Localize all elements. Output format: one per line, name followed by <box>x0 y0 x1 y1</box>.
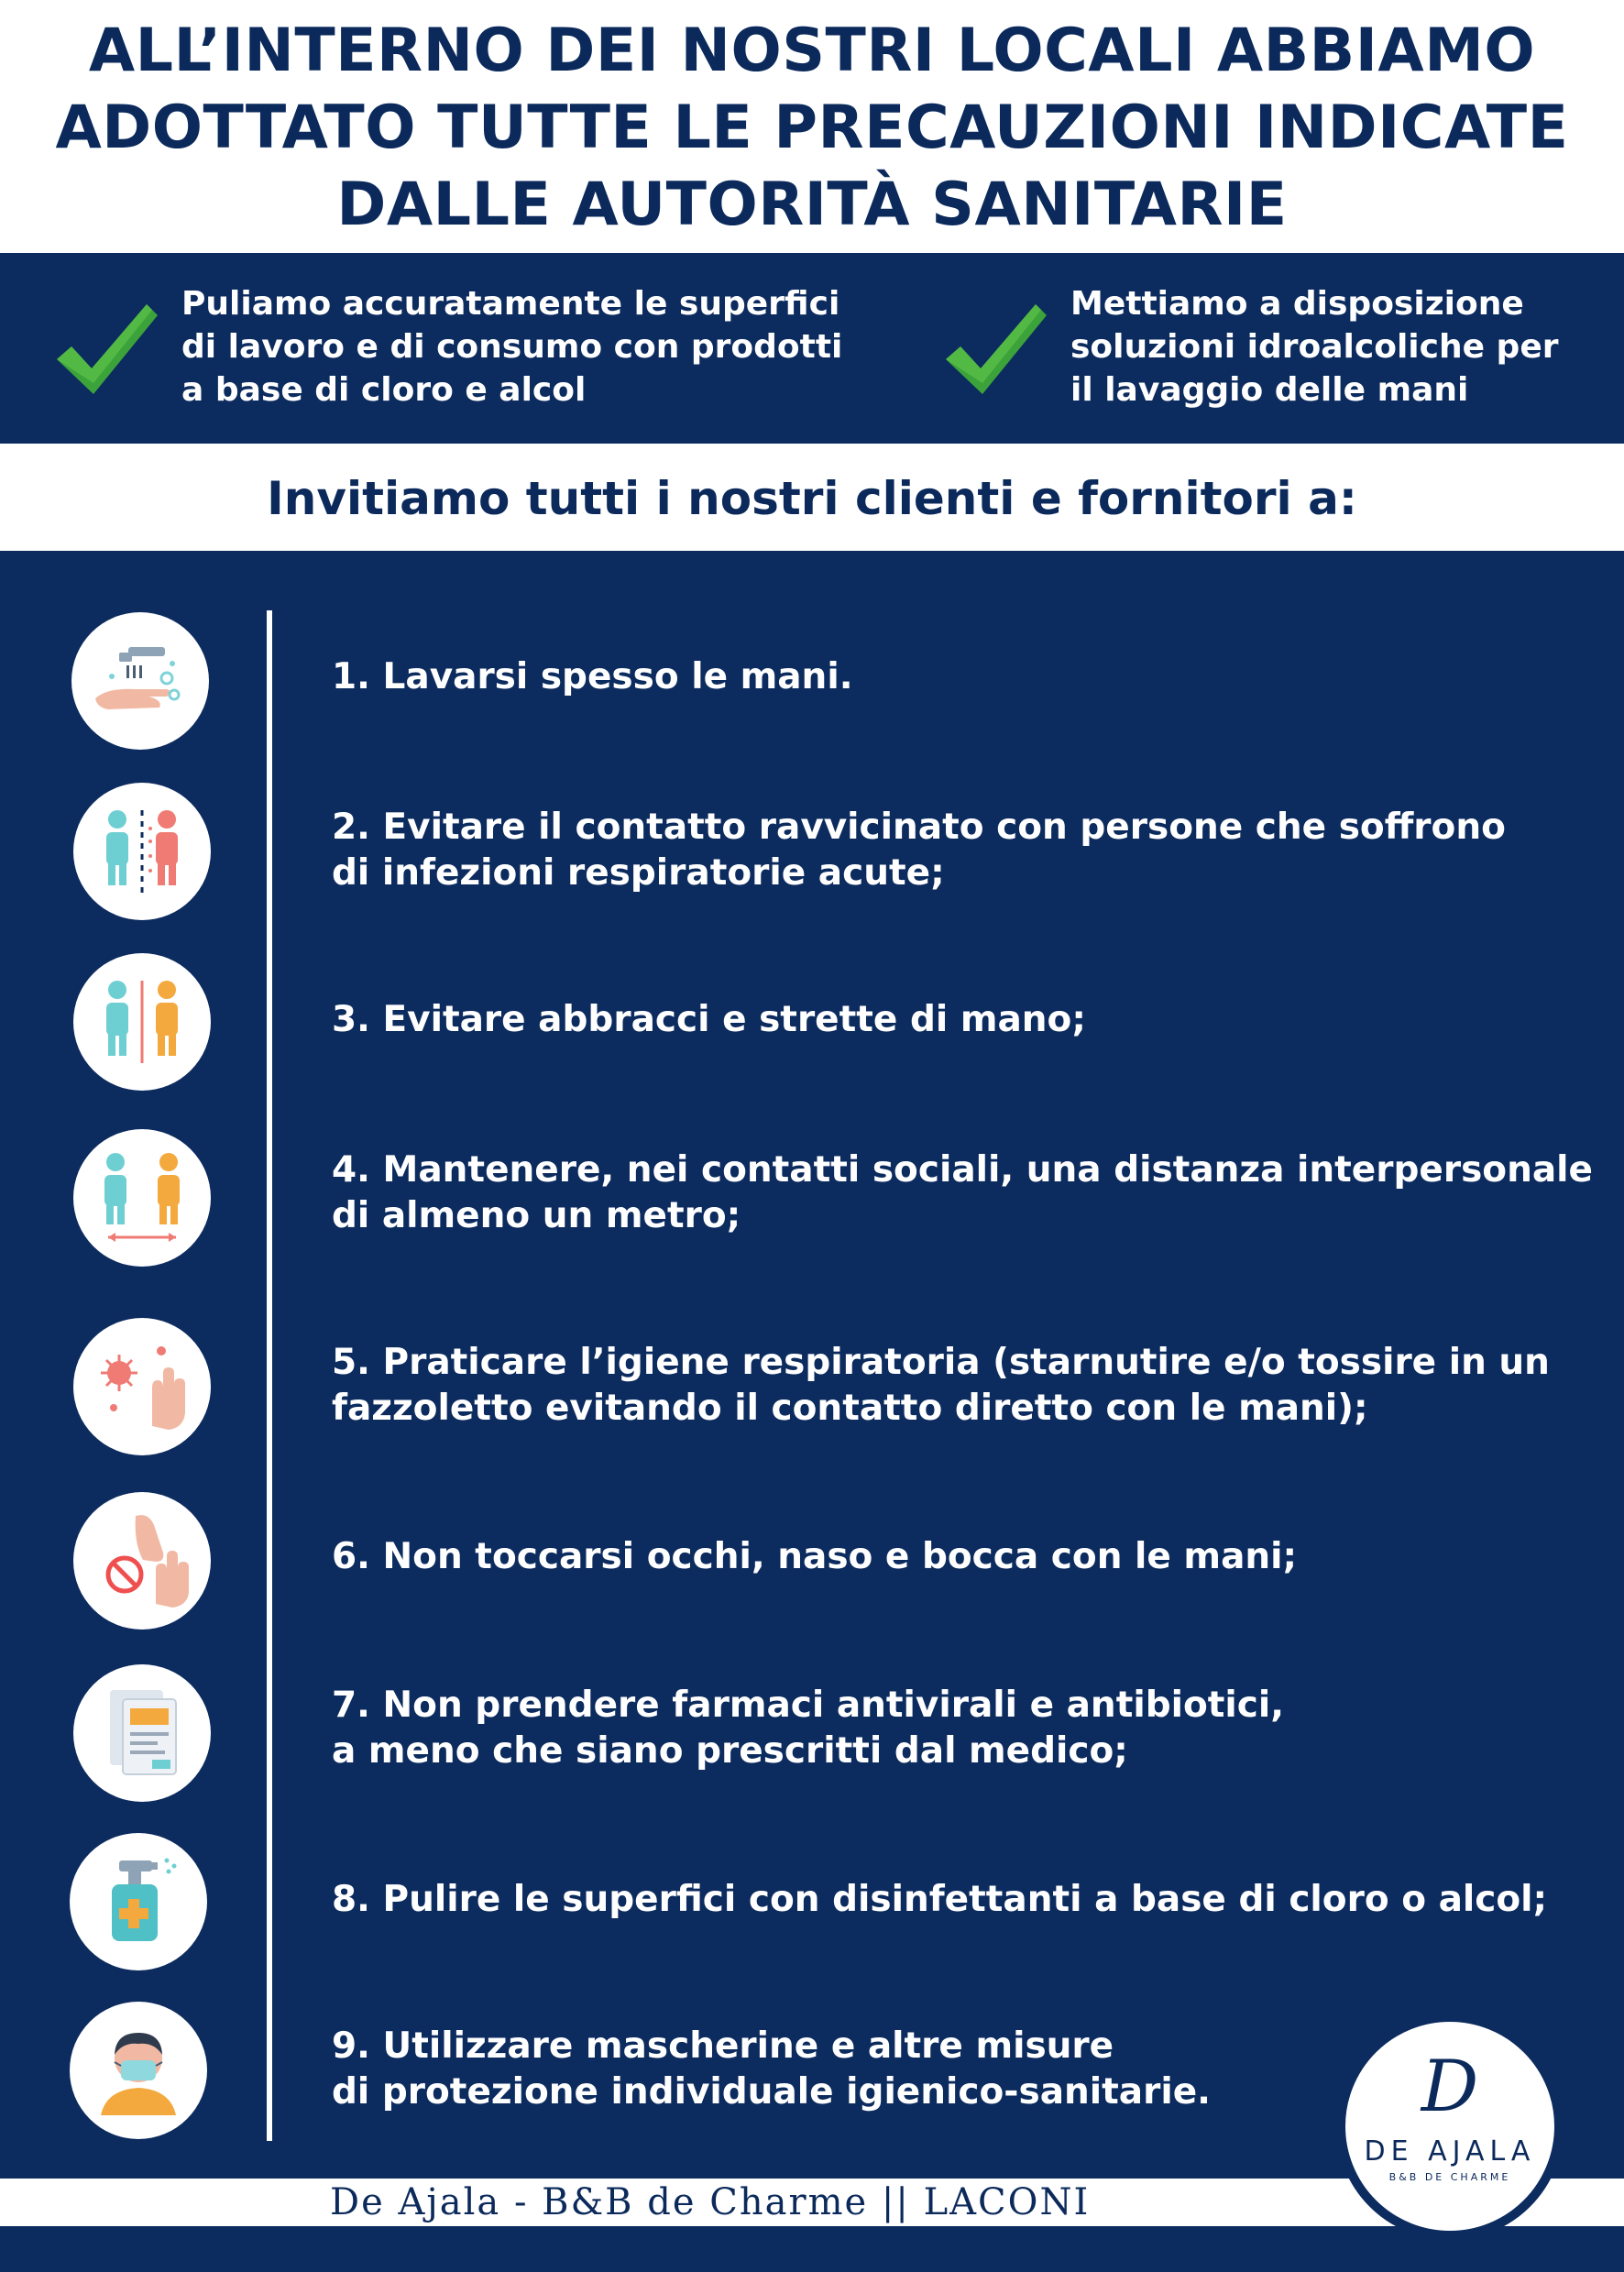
footer-text: De Ajala - B&B de Charme || LACONI <box>330 2181 1091 2223</box>
sick-person-distance-icon <box>73 783 211 920</box>
face-mask-icon <box>70 2002 207 2139</box>
rule-line: 4. Mantenere, nei contatti sociali, una distanza interpersonale <box>332 1149 1593 1191</box>
rule-2 <box>332 805 1506 896</box>
rule-line: di almeno un metro; <box>332 1195 741 1236</box>
rule-line: 3. Evitare abbracci e strette di mano; <box>332 999 1086 1040</box>
precaution-text-sanitizer <box>1070 282 1559 412</box>
precaution-line: a base di cloro e alcol <box>181 371 587 409</box>
rule-line: 9. Utilizzare mascherine e altre misure <box>332 2025 1114 2067</box>
rule-1 <box>332 654 853 700</box>
logo-name: DE AJALA <box>1364 2135 1536 2168</box>
precaution-line: Puliamo accuratamente le superfici <box>181 285 840 323</box>
rule-line: fazzoletto evitando il contatto diretto con le mani); <box>332 1388 1368 1429</box>
rule-line: di infezioni respiratorie acute; <box>332 852 945 894</box>
hand-washing-icon <box>71 612 209 750</box>
sneeze-hygiene-icon <box>73 1318 211 1455</box>
social-distance-icon <box>73 1129 211 1267</box>
precaution-line: di lavoro e di consumo con prodotti <box>181 328 843 366</box>
rule-line: 8. Pulire le superfici con disinfettanti a base di cloro o alcol; <box>332 1879 1548 1920</box>
rule-line: 2. Evitare il contatto ravvicinato con persone che soffrono <box>332 807 1506 848</box>
precaution-line: il lavaggio delle mani <box>1070 371 1469 409</box>
rule-9 <box>332 2024 1211 2115</box>
rule-line: 7. Non prendere farmaci antivirali e antibiotici, <box>332 1685 1285 1726</box>
logo-monogram: D <box>1421 2046 1479 2128</box>
rule-line: 6. Non toccarsi occhi, naso e bocca con le mani; <box>332 1536 1298 1577</box>
bottom-bar <box>0 2226 1624 2272</box>
rule-line: a meno che siano prescritti dal medico; <box>332 1730 1128 1772</box>
rule-8 <box>332 1877 1547 1923</box>
title-line: ALL’INTERNO DEI NOSTRI LOCALI ABBIAMO <box>88 16 1536 85</box>
precaution-line: Mettiamo a disposizione <box>1070 285 1524 323</box>
rule-5 <box>332 1340 1550 1432</box>
no-touch-face-icon <box>73 1492 211 1630</box>
rule-6 <box>332 1534 1297 1580</box>
disinfectant-spray-icon <box>70 1833 207 1970</box>
precaution-text-cleaning <box>181 282 842 412</box>
logo-subtitle: B&B DE CHARME <box>1388 2171 1511 2183</box>
title-line: DALLE AUTORITÀ SANITARIE <box>336 170 1288 239</box>
rule-7 <box>332 1683 1284 1774</box>
precaution-line: soluzioni idroalcoliche per <box>1070 328 1559 366</box>
rule-line: 1. Lavarsi spesso le mani. <box>332 656 853 697</box>
invite-heading: Invitiamo tutti i nostri clienti e fornitori a: <box>267 472 1357 525</box>
checkmark-icon <box>51 291 161 401</box>
title-line: ADOTTATO TUTTE LE PRECAUZIONI INDICATE <box>55 93 1569 162</box>
divider-line <box>267 610 272 2141</box>
rule-line: di protezione individuale igienico-sanitarie. <box>332 2071 1211 2113</box>
medical-document-icon <box>73 1664 211 1802</box>
rule-4 <box>332 1147 1593 1239</box>
rule-line: 5. Praticare l’igiene respiratoria (starnutire e/o tossire in un <box>332 1342 1550 1383</box>
brand-logo <box>1336 2013 1564 2240</box>
page-title <box>0 13 1624 244</box>
checkmark-icon <box>940 291 1050 401</box>
rule-3 <box>332 997 1086 1043</box>
no-hug-icon <box>73 953 211 1091</box>
